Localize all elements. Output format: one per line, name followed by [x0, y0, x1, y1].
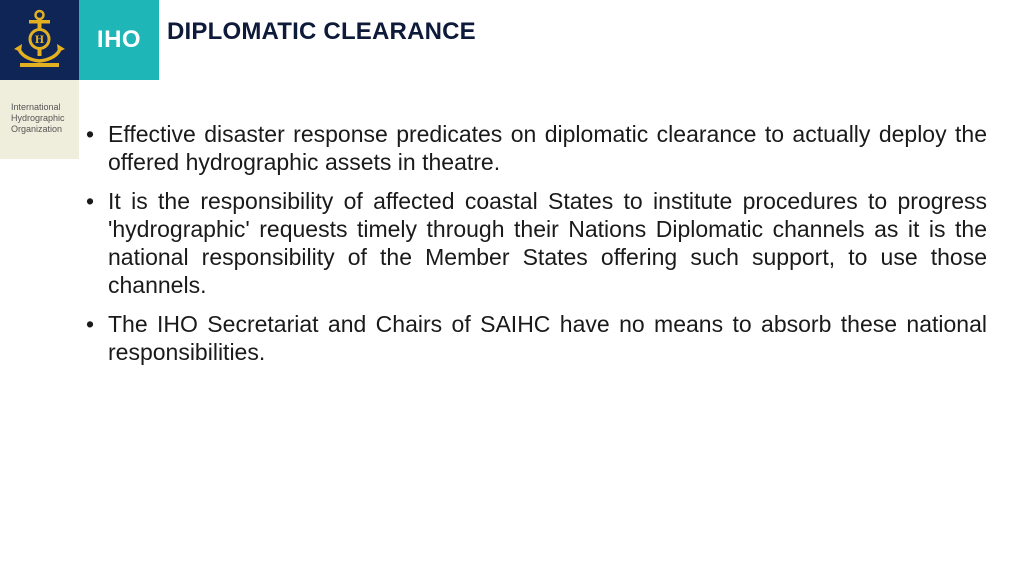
bullet-icon: • — [86, 121, 95, 147]
bullet-text: It is the responsibility of affected coastal States to institute procedures to progress 'hydrographic' requests timely through their Nations Diplomatic channels as it is the national responsibility of the Member States offering such support, to use those channels. — [108, 188, 987, 298]
bullet-text: Effective disaster response predicates on diplomatic clearance to actually deploy the offered hydrographic assets in theatre. — [108, 121, 987, 175]
bullet-item — [86, 187, 987, 299]
bullet-text: The IHO Secretariat and Chairs of SAIHC have no means to absorb these national responsibilities. — [108, 311, 987, 365]
bullet-item — [86, 310, 987, 366]
iho-logo-text: IHO — [79, 0, 159, 80]
bullet-icon: • — [86, 188, 95, 214]
bullet-list — [86, 120, 987, 377]
org-name-line: Hydrographic — [11, 113, 65, 123]
org-name-line: International — [11, 102, 61, 112]
org-name-line: Organization — [11, 124, 63, 134]
anchor-emblem-icon — [12, 9, 67, 69]
svg-text:H: H — [34, 35, 45, 46]
organization-name-panel — [0, 80, 79, 159]
bullet-item — [86, 120, 987, 176]
emblem-panel — [0, 0, 79, 80]
bullet-icon: • — [86, 311, 95, 337]
slide-title: DIPLOMATIC CLEARANCE — [167, 18, 476, 45]
